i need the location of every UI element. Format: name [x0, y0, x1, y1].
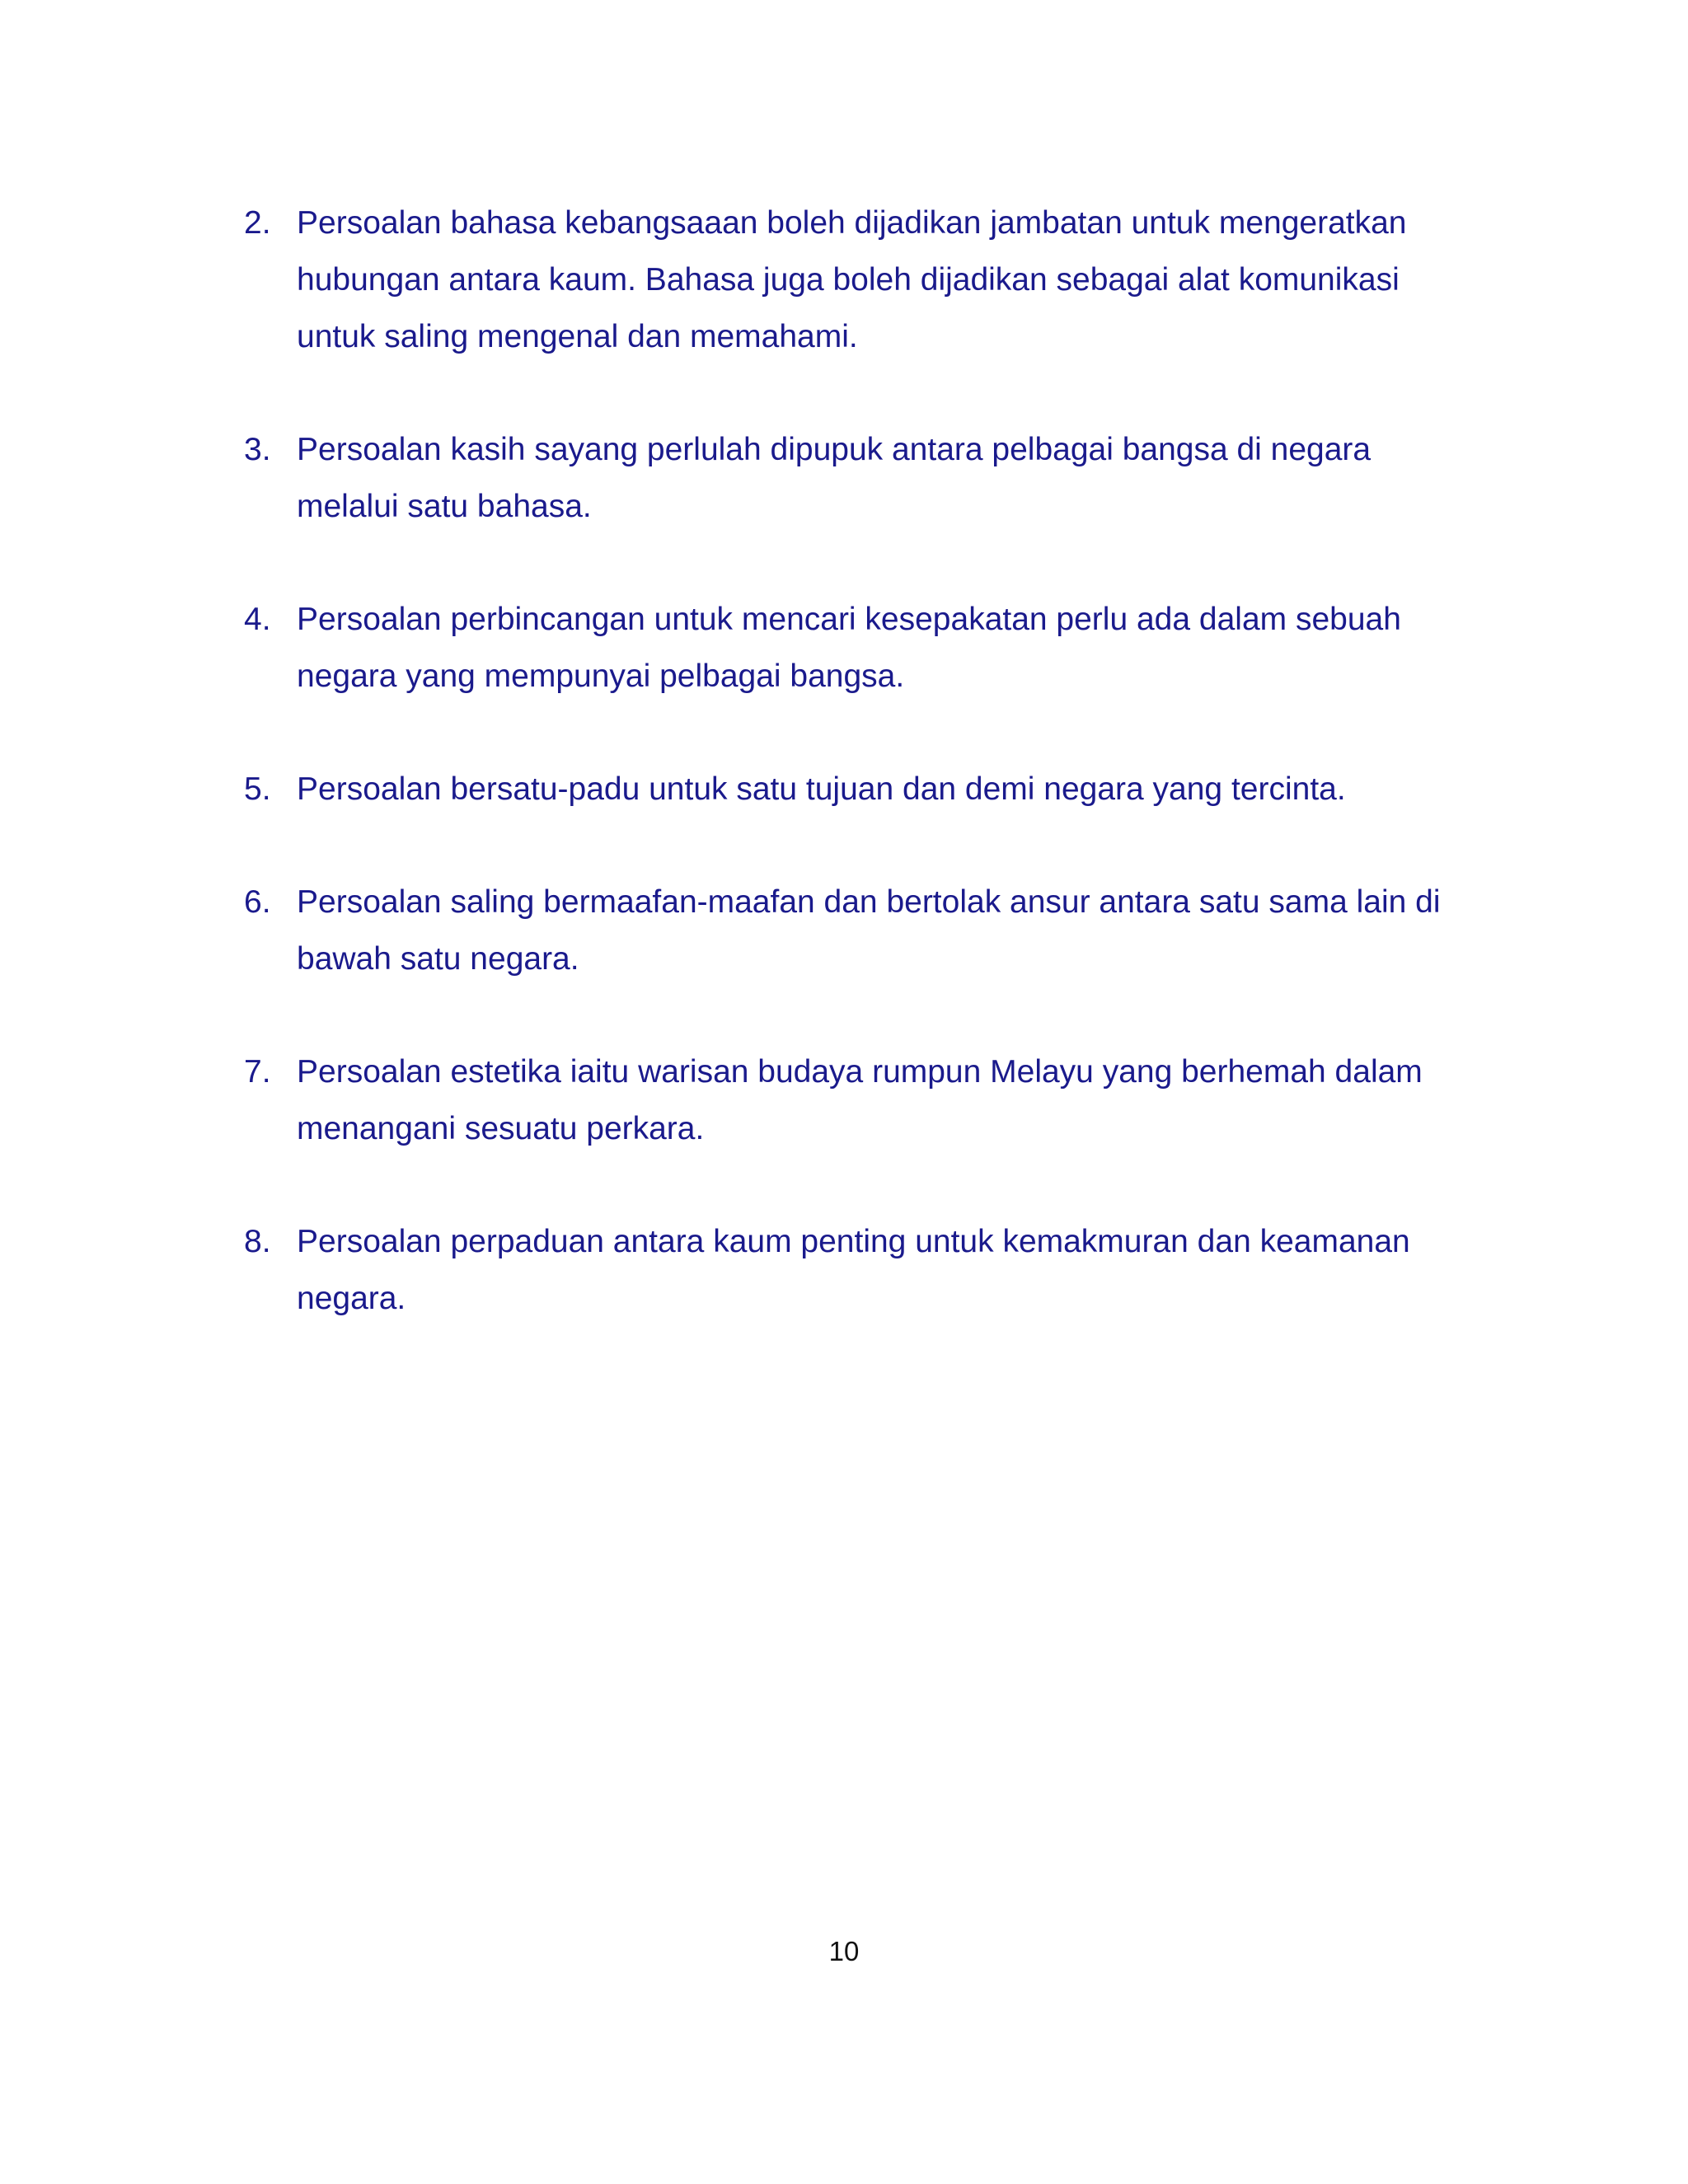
- list-item: [244, 194, 1480, 365]
- list-item: [244, 421, 1480, 535]
- list-item: [244, 591, 1480, 705]
- list-item-number: 3.: [244, 432, 271, 467]
- list-item: [244, 761, 1480, 818]
- list-item: [244, 1213, 1480, 1327]
- list-item-number: 4.: [244, 602, 271, 637]
- list-item-text: Persoalan bahasa kebangsaaan boleh dijadikan jambatan untuk mengeratkan hubungan antara kaum. Bahasa juga boleh dijadikan sebagai alat komunikasi untuk saling mengenal dan memahami.: [297, 205, 1407, 354]
- list-item-number: 5.: [244, 771, 271, 807]
- list-item-text: Persoalan saling bermaafan-maafan dan bertolak ansur antara satu sama lain di bawah satu negara.: [297, 884, 1441, 977]
- list-item-text: Persoalan perbincangan untuk mencari kesepakatan perlu ada dalam sebuah negara yang mempunyai pelbagai bangsa.: [297, 602, 1401, 694]
- persoalan-list: [244, 194, 1480, 1383]
- list-item: [244, 1043, 1480, 1157]
- page-number: 10: [828, 1936, 860, 1966]
- list-item-number: 7.: [244, 1054, 271, 1090]
- list-item-number: 8.: [244, 1224, 271, 1259]
- list-item-text: Persoalan kasih sayang perlulah dipupuk antara pelbagai bangsa di negara melalui satu bahasa.: [297, 432, 1372, 524]
- list-item-text: Persoalan perpaduan antara kaum penting untuk kemakmuran dan keamanan negara.: [297, 1224, 1410, 1316]
- list-item-number: 6.: [244, 884, 271, 920]
- list-item-text: Persoalan estetika iaitu warisan budaya rumpun Melayu yang berhemah dalam menangani sesuatu perkara.: [297, 1054, 1423, 1146]
- list-item-number: 2.: [244, 205, 271, 241]
- list-item-text: Persoalan bersatu-padu untuk satu tujuan dan demi negara yang tercinta.: [297, 771, 1346, 807]
- list-item: [244, 874, 1480, 987]
